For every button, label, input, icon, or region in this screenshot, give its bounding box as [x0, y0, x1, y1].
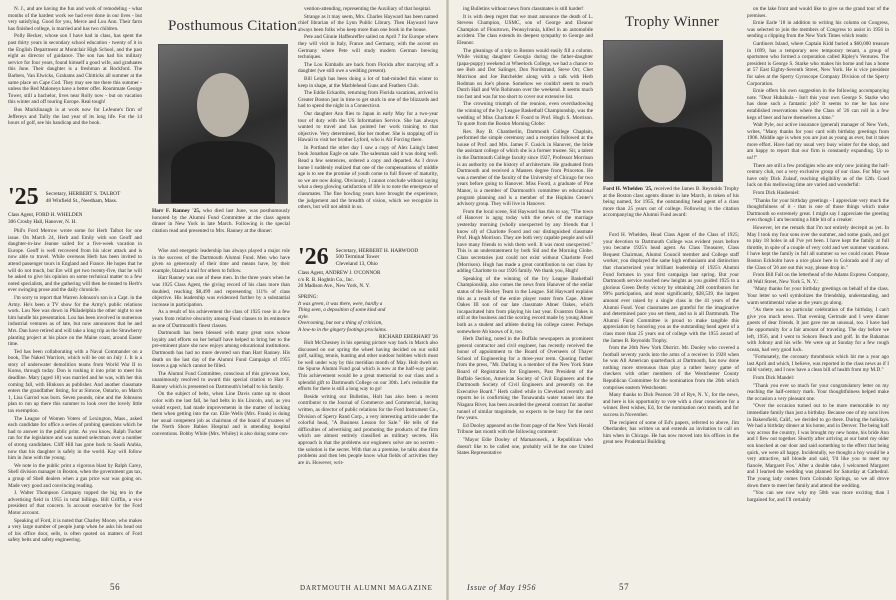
right-column-2	[603, 232, 739, 578]
paragraph: In Portland the other day I saw a copy of Alex Laing's latest book Jonathan Eagle on sale. The salesman said it was doing well. Read a few sentences, ordered a copy and departed. As I drove home I suddenly realized that one of the compensations of middle age is to see the promise of youth come to full flower of maturity, so we are now doing. Obviously, I cannot conclude without saying what a deep glowing satisfaction of life is to note the emergence of classmates. The fine bowling years have brought the experience, the judgement and the breadth of vision, which we recognize in others, but will not admit in us.	[298, 144, 438, 211]
class-1926-agent-info	[298, 270, 438, 290]
paragraph: Beside writing our Bulletins, Holt has also been a recent contributor to the Journal of Commerce and Commercial, having written, as director of public relations for the Ford Instrument Co., Division of Sperry Rand Corp., a very interesting article under the colorful head, "A Business Lesson for Sale." He tells of the difficulties of advertising and promoting the products of the firm which are almost entirely classified as military secrets. His approach is that the problems our engineers solve are no secrets - the solution is the secret. With that as a premise, he talks about the problems and then lets people know what fields of activities they are in. However, writ-	[298, 393, 438, 466]
poem-line: It was green, it was there, were, hardly a	[298, 300, 383, 307]
paragraph: Polly Becker, whose son I have had in class, has spent the past thirty years in secondary school education - twenty of it in the English Department at Montclair High School, and the past eight as director of guidance. The son has had his military service for four years, found himself a good wife, and graduates this June. Their daughter is a freshman at Rockford. The Barbers, Van Elwicks, Grahams and Chitticks all summer at the same place on Cape Cod. They may see me there this summer - unless the Red Maloneys have a better offer. Roommate George Tower, still a bachelor, lives near Rolly now - but on vacation this winter and off touring Europe. Real tough!	[8, 33, 142, 106]
magazine-name: DARTMOUTH ALUMNI MAGAZINE	[300, 584, 433, 592]
paragraph: vention-attending, representing the Auxiliary of that hospital.	[304, 6, 432, 12]
paragraph: Speaking of Ford, it is noted that Charley Moore, who makes a very large number of people jump when he asks his head out of his office door, sells, is often quoted on matters of Ford safety belts and safety engineering.	[8, 517, 142, 544]
class-address: 48 Winfield St., Needham, Mass.	[45, 197, 118, 204]
paragraph: "Thanks for your birthday greetings - I appreciate very much the thoughtfulness of it - that is one of those things which make Dartmouth so extremely great. I might say I appreciate the greeting even though I am becoming a little bit of a creaker.	[747, 197, 889, 224]
right-column-1	[457, 6, 593, 578]
caption-text: received the James B. Reynolds Trophy at the Boston class agents dinner in late March, in token of his being named, for 1955, the outstanding head agent of a class more than 25 years out of college. Following is the citation accompanying the Alumni Fund award:	[603, 186, 740, 219]
class-1926-header	[298, 244, 418, 271]
paragraph: Pete and Ginnie Haffenreffer sailed on April 7 for Europe where they will visit in Italy, France and Germany, with the accent on Germany where Pete will study modern German brewing techniques.	[298, 34, 438, 61]
caption-lead: Ford H. Whelden '25,	[603, 186, 653, 192]
left-page-number: 56	[110, 582, 121, 592]
class-address-line2: Cleveland 13, Ohio	[335, 260, 378, 267]
right-page-number: 57	[619, 582, 630, 592]
paragraph: "Fortunately, the coronary thrombosis which hit me a year ago last April and which, I believe, was reported in the class news as if I mild variety, and I now have a clean bill of health from my M.D."	[747, 354, 889, 374]
paragraph: From the local scene, Sid Hayward has this to say, "The town of Hanover is agog today with the news of the marriage yesterday morning (wholly unexpected by any friends that I know of) of Charlotte Foord and our distinguished classmate Prof. Hugh Morrison. They are both very capable people and will have many friends to wish them well. It was most unexpected." This is an understatement by both Sid and the Morning Globe. Class secretaries just could not exist without Charlotte Ford (Morrison). Hugh has made a great contribution to our class by adding Charlotte to our 1926 family. We thank you, Hugh!	[457, 208, 593, 275]
paragraph: The Lou Kimballs are back from Florida after marrying off a daughter (we still owe a wedding present).	[298, 61, 438, 75]
paragraph: Ford H. Whelden, Head Class Agent of the Class of 1925; your devotion to Dartmouth College was evident years before you became 1925's head agent. As Class Treasurer, Class Bequest Chairman, Alumni Council member and College staff worker, you displayed the same high enthusiasm and distinction that characterized your brilliant leadership of 1925's Alumni Fund fortunes in your first campaign last spring. But your Dartmouth service reached new heights as you guided 1925 to a glorious Green Derby victory by obtaining 248 contributors for 99% participation, and most significantly, $28,539, the largest amount ever raised by a single class in the 41 years of the Alumni Fund. Your classmates are grateful for the imaginative and determined pace you set them, and so is all Dartmouth. The Alumni Fund Committee is proud to make tangible this appreciation by honoring you as the outstanding head agent of a class more than 25 years out of college with the 1955 award of the James B. Reynolds Trophy.	[603, 232, 739, 344]
paragraph: From Dick Haubeniel:	[753, 190, 800, 197]
class-address-line1: 500 Terminal Tower	[335, 254, 380, 261]
left-page	[0, 0, 447, 600]
paragraph: We note in the public print a vigorous blast by Ralph Carey, Shell division manager in Boston, when the government gas tax, a group of Shell dealers when a gas price war was going on. Made very good and convincing reading.	[8, 462, 142, 489]
paragraph: As a result of his achievement the class of 1925 rose in a few years from relative obscurity among Fund classes to its eminence as one of Dartmouth's finest classes.	[152, 309, 290, 329]
paragraph: On the subject of belts, when Line Davis came up to shoot color with me last fall, he had belts in his Lincoln, and, as you would expect, had made improvements in the matter of locking them when getting into the car. Ellie Wells (Mrs. Frank) is doing her usual competent job as chairman of the board of trustees of the North Shore Babies Hospital and is attending hospital conventions. Bobby White (Mrs. Whiley) is also doing some con-	[152, 391, 290, 438]
right-column-3	[747, 6, 889, 578]
caption-text: who died last June, was posthumously honored by the Alumni Fund Committee at the class agents dinner in New York in late March. Following is the special citation read and presented to Mrs. Ranney at the dinner:	[152, 208, 290, 234]
paragraph: However, let me remark that I'm not entirely decrepit as yet. In May I took my four sons over the summer, and some goals, and got to play 18 holes in all I've yet been. I have kept the family at full throttle, in spite of a couple of very cold and wet summer vacations. I have kept the family in full all summer so we could count. Please Boston Eckholm have a nice place here in Colorado and if any of the Class of '26 are out this way, please drop in."	[747, 225, 889, 271]
paragraph: Speaking of the winning of the Ivy League Basketball Championship, also comes the news from Hanover of the stellar status of the Hockey Team in the League. Sid Hayward explains this as a result of the entire player roster from Cape. Abner Oakes III son of our late classmate Abner Oakes, which incapacitated him from playing his last year. Evanston Oakes is still at the business and the scoring record made by young Abner both as a student and athlete during his college career. Perhaps somewhere Ab knows of it, too.	[457, 275, 593, 335]
paragraph: The gleanings of a trip to Boston would easily fill a column. While visiting daughter Georgia during the father-daughter (papa-puppy) weekend at Wheelock College, we had a chance to see Bob and Dot Salinger, Don Nordstrand, Steve Orr, Chet Morrison and Joe Batchelder along with a talk with Herb Rodman on Joe's phone. Somehow we couldn't seem to reach Dutch Hall and Win Robinson over the weekend. It seems much too fast and was far too short to cover our extensive list.	[457, 47, 593, 100]
paragraph: Rev. Roy B. Chamberlin, Dartmouth College Chaplain, performed the simple ceremony and a reception followed at the house of Prof. and Mrs. James F. Cusick in Hanover, the bride the assistant college of which she is a former trustee. Sir, a talent in the Dartmouth College faculty since 1927, Professor Morrison is an authority on the history of architecture. He graduated from Dartmouth and received a Masters degree from Princeton. He was a member of the faculty of the University of Chicago for two years before going to Hanover. Miss Foord, a graduate of Pine Manor, is a member of Dartmouth's committee on educational program planning and is a member of the Hopkins Center's advisory group. They will live in Hanover.	[457, 128, 593, 208]
paragraph: Bill Leigh has been doing a lot of bad-minded this winter to keep in shape, at the Marblehead Guns and Feathers Club.	[298, 75, 438, 89]
paragraph: ing Bulletins without news from classmates is still harder!	[463, 6, 584, 12]
class-secretary: Secretary, HERBERT H. HARWOOD	[335, 247, 419, 254]
paragraph: From Bill Fall on the letterhead of the Adams Express Company, 48 Wall Street, New York 5, N. Y.:	[747, 272, 889, 285]
paragraph: Strange as it may seem, Mrs. Charles Hayward has been named chief librarian of the Lynn Public Library. Then Hayward have always been folks who keep more than one book in the house.	[298, 13, 438, 33]
paragraph: Ernie Earle '18 in addition to writing his column on Congress, was selected to join the members of Congress to assist in 1956 in sending a clipping from the New York Times which reads:	[747, 20, 889, 40]
poem-line: Thing seen, a deposition of some kind and	[298, 307, 386, 314]
class-agent-address: 306 Crosby Hall, Hanover, N. H.	[8, 218, 77, 225]
paragraph: "Mayor Edie Dooley of Mamaroneck, a Republican who doesn't like to be called one, probably will be the one United States Representative	[457, 437, 593, 457]
paragraph: Gardiners Island, where Captain Kidd buried a $60,000 treasure in 1699, has a temporary new temporary tenant, a group of sportsmen who formed a corporation called Ripley's Ventures. The president is George S. Starke who makes his home and has a home at 57 East Eighty-Seventh Street, New York. He is vice president for sales at the Sperry Gyroscope Company Division of the Sperry Corporation.	[747, 40, 889, 87]
whelden-portrait	[603, 40, 723, 182]
class-year: '25	[8, 184, 39, 210]
class-agent-info	[8, 212, 142, 225]
spring-poem	[298, 294, 438, 340]
class-1925-header	[8, 184, 120, 211]
poem-lines	[298, 301, 438, 334]
ranney-portrait	[158, 44, 288, 204]
class-agent: Class Agent, FORD H. WHELDEN	[8, 212, 83, 218]
page-heading: Trophy Winner	[625, 14, 720, 30]
class-agent-address-line2: 20 Madison Ave., New York, N. Y.	[298, 283, 370, 290]
paragraph: from the 26th New York District. Mr. Dooley who covered a football seventy yards into the arms of a receiver in 1928 when he was All American quarterback at Dartmouth, has now done nothing more strenuous than play a rather heavy game of checkers with other members of the Westchester County Republican Committee for the nomination from the 26th which comprises eastern Westchester.	[603, 345, 739, 391]
paragraph: There are still a few prodigies who are only now joining the half-century club, not a very exclusive group of our class. For May we have only Dick Zulauf, reaching eligibility as of the 12th. Good luck on this mellowing time are varied and wonderful:	[747, 162, 889, 189]
paragraph: J. Walter Thompson Company topped the big ten in the advertising field in 1955 in total billings. Bill Griffin, a vice president of that concern. Is account executive for the Ford Motor account.	[8, 490, 142, 516]
class-secretary: Secretary, HERBERT S. TALBOT	[45, 190, 121, 197]
class-agent-address-line1: c/o R. B. Hoghtin Co., Inc.	[298, 276, 354, 283]
left-column-2	[152, 248, 290, 578]
class-agent: Class Agent, ANDREW J. O'CONNOR	[298, 270, 381, 276]
poem-credit: RICHARD EBERHART '26	[378, 333, 438, 340]
paragraph: Wise and energetic leadership has always played a major role in the success of the Dartmouth Alumni Fund. Men who have given so generously of their time and means have, by their example, blazed a trail for others to follow.	[152, 248, 290, 274]
paragraph: Ed Dooley appeared on the front page of the New York Herald Tribune last month with the following comment:	[457, 422, 593, 436]
paragraph: Ernie offers his own suggestion in the following accompanying note. "Dear Hubahula - Isn't this your own George S. Starke who has done such a fantastic job? It seems to me he has now established reservations where the Class of '26 can roll in a few kegs of beer and have themselves a time."	[747, 88, 889, 121]
paragraph: Our daughter Ann flies to Japan in early May for a two-year tour of duty with the US Information Service. She has always wanted to travel and has pointed her work training to that objective. Very determined, like her mother. She is stopping off in Hawaii to visit her brother Lyford, who is Air Forcing there.	[298, 110, 438, 144]
paragraph: "You can see now why my 50th was more exciting than I bargained for, and I'll certainly	[747, 490, 889, 503]
paragraph: The Alumni Fund Committee, conscious of this grievous loss, unanimously resolved to award this special citation to Harr F. Ranney which is presented on Dartmouth's behalf to his family.	[152, 370, 290, 390]
right-page	[449, 0, 896, 600]
paragraph: Harr Ranney was one of these men. In the three years when he was 1925 Class Agent, the giving record of his class more than doubled, reaching $8,499 and representing 111% of class objective. His leadership was evidenced further by a substantial increase in participation.	[152, 275, 290, 308]
paragraph: The League of Women Voters of Lexington, Mass., asked each candidate for office a series of probing questions which he had to answer in the public print. As you know, Ralph Tucker ran for the legislature and was named selectman over a number of strong candidates. Cliff Hill has gone back to Saudi Arabia, now that his daughter is safely in the world. Kay will follow him in June with the young.	[8, 415, 142, 462]
paragraph: The recipient of some of Ed's papers, referred to above, Jim Oberlander, has written us and extends an invitation to call on him when in Chicago. He has now moved into his offices in the great new Prudential Building	[603, 419, 739, 446]
paragraph: Holt McChesney in his opening picture way back in March also discussed on our spring the wheel having decided on our solid golf, sailing, tennis, hunting and other outdoor hobbies which must be well under way by this meridian month of May. Holt dwelt on the Spurse Alumni Fund goal which is now at the half-way point. This achievement would be a great memorial to our class and a splendid gift to Dartmouth College on our 30th. Let's redouble the efforts for there is still a long way to go!	[298, 340, 438, 393]
paragraph: "Over the occasion turned out to be more memorable to my immediate family than just a birthday. Because one of my sons lives in Bakersfield, Calif., we decided to go there. During the holidays. We had a birthday dinner at his home, and in Denver. The being half way across the country, I was brought my new home, his bride Ann and I flew out together. Shortly after arriving at our hotel my older son knocked at our door and said something to the effect that being quick, we were all happy. Incidentally, we thought a boy would be a very attractive, tall blonde and said, 'I'd like you to meet my fiancée, Margaret Fox.' After a double take, I welcomed Margaret and I learned the wedding was planned for Saturday at Cathedral. The young lady comes from Colorado Springs, so we all drove down there to meet her family and attend the wedding.	[747, 403, 889, 489]
left-column-3	[298, 6, 438, 238]
class-year: '26	[298, 244, 329, 270]
trophy-caption	[603, 186, 739, 219]
paragraph: Walt Pyle, our active insurance (general) manager of New York, writes, "Many thanks for your card with birthday greetings from 1906. Middle age is when you are just as young as ever, but it takes more effort. Have had my usual very busy winter for the shop, and am happy to report that our firm is constantly expanding. Up to us!!"	[747, 122, 889, 162]
left-column-1b	[8, 228, 142, 578]
paragraph: I'm sorry to report that Warren Johnson's son is a Capt. in the Army. He's been a TV show for the Army's public relations work. Lou Nee was down in Philadelphia the other night to see him handle his presentation. Lou has been involved in numerous industrial ventures as of late, but now announces that he and Mrs. Dan have retired and will take a long trip as the Strawberry planting project at his place on the Maine coast, around Easter time.	[8, 294, 142, 348]
paragraph: Ted has been collaborating with a Naval Commander on a book, The Naked Warriors, which will be out on July 1. It is a story of underwater demolition teams from World War II to Korea, through today. Don is rushing it into print to meet his deadline. Mary (aged 18) was married and he was, with her this coming fall, with Hinkson as publisher. And another classmate enters the grandfather listing, for at Simcoe, Ontario, on March 1, Lisa Garrod was born. Seven pounds, nine and the Johnsons plan to run up there this summer to look over the lovely little tax exemption.	[8, 348, 142, 415]
paragraph: "Thank you ever so much for your congratulatory letter on my reaching the half-century mark. Your thoughtfulness helped make the occasion a very pleasant one.	[747, 382, 889, 402]
paragraph: The Eddie Eckardts, returning from Florida vacations, arrived in Greater Boston just in time to get stuck in one of the blizzards and had to spend the night in a Connecticut.	[298, 90, 438, 110]
paragraph: Many thanks to Dick Pearson '20 of Rye, N. Y., for the news, and here is his opportunity to vote with a clear conscience for a winner. Best wishes, Ed, for the nomination next month, and for success in November.	[603, 392, 739, 419]
paragraph: on the lake front and would like to give us the grand tour of the premises.	[747, 6, 889, 19]
citation-caption	[152, 208, 290, 234]
left-column-3b	[298, 340, 438, 578]
paragraph: "Many thanks for your birthday greetings on behalf of the class. Your letter so well symbolizes the friendship, understanding, and warm sentimental value as the years go along.	[747, 286, 889, 306]
paragraph: Phil's Ford Merrow wrote some for Herb Talbot for one issue. On March 24, Herb and Emily with son Geoff and daughter-in-law Jeanne sailed for a five-week vacation in Europe. Geoff is well recovered from his ulcer attack and is now able to travel. While overseas Herb has been invited to attend passenger tours in England and France. He hopes that he will do not much, but Ere will get two twenty-five, that he will be asked to give his opinion on some technical matter to a few noted specialists, and the gathering will then be treated to Herb's ever swinging prose and the daily chronicle.	[8, 228, 142, 294]
poem-line: style.	[298, 313, 309, 320]
paragraph: "As there was no particular celebration of the birthday, I can't give you much news. That evening Gertrude and I were dinner guests of dear friends. It just gave me an unusual, too. I have had the opportunity for a fair amount of traveling. The day before we left, 1956, and I went to Sokoro Beach and golf. In the Bahamas with Johnny and his wife. We were up at Sunday for a few rough ocean, had very good luck.	[747, 307, 889, 353]
poem-line: Overcoming, but not a thing of criticism,	[298, 320, 383, 327]
issue-date: Issue of May 1956	[467, 583, 537, 592]
paragraph: Herb Darling, noted in the Buffalo newspapers as prominent general contractor and civil engineer, has recently received the honor of appointment to the Board of Overseers of Thayer School of Engineering for a three-year term. Quoting further from the press, "Mr. Darling is a member of the New York State Board of Registration for Engineers, Past President of the Buffalo Section, American Society of Civil Engineers and the Dartmouth Society of Civil Engineers and presently on the Executive Board." Herb called while in Cleveland recently and reports he is confirming the Tonawanda water tunnel into the Niagara River, has been awarded the general contract for another tunnel of similar magnitude, so expects to be busy for the next few years.	[457, 336, 593, 422]
paragraph: It is with deep regret that we must announce the death of L. Stevens Champion, USMC, son of George and Eleanor Champion of Flourtown, Pennsylvania, killed in an automobile accident. The class extends its deepest sympathy to George and Eleanor.	[457, 13, 593, 46]
paragraph: From Dick Mandel:	[753, 375, 795, 382]
paragraph: The crowning triumph of the reunion, even overshadowing the winning of the Ivy League Basketball Championship, was the wedding of Miss Charlotte F. Foord to Prof. Hugh S. Morrison. To quote from the Boston Morning Globe:	[457, 101, 593, 128]
left-column-1	[8, 6, 142, 182]
spring-label: SPRING:	[298, 294, 318, 300]
caption-lead: Harr F. Ranney '25,	[152, 208, 201, 214]
page-heading: Posthumous Citation	[168, 18, 298, 34]
paragraph: N. J., and are having the fun and work of remodeling - what months of the hardest work we had ever done in our lives - but very satisfying. Good for you, Merce and Lou Ann. Their farm has finished college, is married and has two children.	[8, 6, 142, 32]
paragraph: Bus Macklinaugh is at work now for LeJeune's firm of Jeffereys and Tailly the last year of its long life. For the 14 hours of golf, see his handicap and the book.	[8, 106, 142, 127]
poem-line: A low-to in the gingery footings proclaims.	[298, 326, 387, 333]
paragraph: Dartmouth has been blessed with many great sons whose loyalty and efforts on her behalf have helped to bring her to the pre-eminent place she now enjoys among educational institutions. Dartmouth has had no more devoted son than Harr Ranney. His death on the last day of the Alumni Fund Campaign of 1955 leaves a gap which cannot be filled.	[152, 330, 290, 370]
